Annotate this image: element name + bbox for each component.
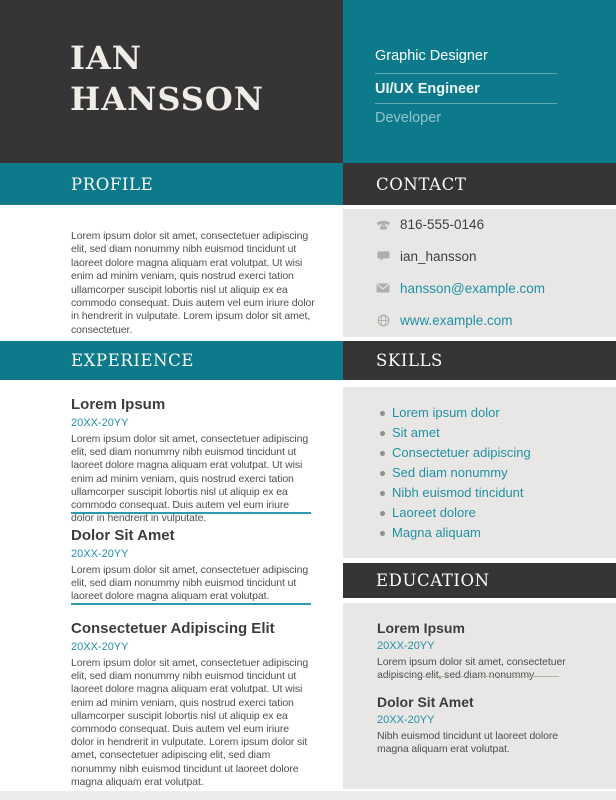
experience-entry-dates: 20XX-20YY	[71, 548, 129, 560]
candidate-name	[70, 38, 264, 120]
contact-item-website[interactable]	[375, 310, 513, 330]
job-titles-block	[343, 0, 616, 163]
skill-item: Laoreet dolore	[343, 503, 616, 523]
globe-icon	[375, 314, 391, 327]
experience-entry-dates: 20XX-20YY	[71, 417, 129, 429]
contact-heading: CONTACT	[376, 174, 467, 194]
job-title: Developer	[375, 110, 442, 126]
education-entry-title: Lorem Ipsum	[377, 620, 465, 636]
experience-entry-title: Dolor Sit Amet	[71, 527, 175, 544]
education-entry-title: Dolor Sit Amet	[377, 694, 474, 710]
skills-list	[343, 403, 616, 543]
phone-number: 816-555-0146	[400, 216, 485, 232]
title-divider	[375, 103, 557, 104]
experience-entry-dates: 20XX-20YY	[71, 641, 129, 653]
username: ian_hansson	[400, 248, 477, 264]
contact-item-username	[375, 246, 477, 266]
education-entry	[377, 694, 569, 756]
skill-item: Sit amet	[343, 423, 616, 443]
skills-heading: SKILLS	[376, 351, 443, 370]
experience-entry-body: Lorem ipsum dolor sit amet, consectetuer adipiscing elit, sed diam nonummy nibh euismod tincidunt ut laoreet dolore magna aliquam erat volutpat. Ut wisi enim ad minim veniam, quis nostrud exerci tation ullamcorper suscipit lobortis nisl ut aliquip ex ea commodo consequat. Duis autem vel eum iriure dolor in hendrerit in vulputate.	[71, 433, 309, 525]
chat-icon	[375, 250, 391, 262]
title-divider	[375, 73, 557, 74]
contact-section-banner	[343, 163, 616, 205]
last-name: HANSSON	[70, 80, 264, 118]
skill-item: Nibh euismod tincidunt	[343, 483, 616, 503]
email-link[interactable]: hansson@example.com	[400, 280, 546, 296]
skill-item: Consectetuer adipiscing	[343, 443, 616, 463]
experience-divider	[71, 603, 311, 605]
mail-icon	[375, 283, 391, 293]
contact-block	[343, 209, 616, 337]
job-title: UI/UX Engineer	[375, 81, 480, 97]
first-name: IAN	[70, 39, 143, 77]
profile-heading: PROFILE	[71, 174, 154, 194]
education-block	[343, 603, 616, 789]
experience-heading: EXPERIENCE	[71, 351, 195, 370]
experience-entry-body: Lorem ipsum dolor sit amet, consectetuer adipiscing elit, sed diam nonummy nibh euismod tincidunt ut laoreet dolore magna aliquam erat volutpat. Ut wisi enim ad minim veniam, quis nostrud exerci tation ullamcorper suscipit lobortis nisl ut aliquip ex ea commodo consequat. Duis autem vel eum iriure dolor in hendrerit in vulputate. Lorem ipsum dolor sit amet, consectetuer adipiscing elit, sed diam nonummy nibh euismod tincidunt ut laoreet dolore magna aliquam erat volutpat.	[71, 657, 309, 788]
experience-entry-body: Lorem ipsum dolor sit amet, consectetuer adipiscing elit, sed diam nonummy nibh euismod tincidunt ut laoreet dolore magna aliquam erat volutpat.	[71, 564, 309, 603]
contact-item-phone	[375, 214, 484, 234]
website-link[interactable]: www.example.com	[400, 312, 513, 328]
experience-entry	[71, 620, 313, 789]
education-section-banner	[343, 563, 616, 598]
education-divider	[377, 676, 559, 677]
skill-item: Lorem ipsum dolor	[343, 403, 616, 423]
education-entry-dates: 20XX-20YY	[377, 714, 435, 726]
education-entry-body: Nibh euismod tincidunt ut laoreet dolore magna aliquam erat volutpat.	[377, 730, 559, 755]
education-entry	[377, 620, 569, 682]
page-bottom-strip	[0, 791, 616, 800]
skill-item: Sed diam nonummy	[343, 463, 616, 483]
skill-item: Magna aliquam	[343, 523, 616, 543]
skills-section-banner	[343, 341, 616, 380]
contact-item-email[interactable]	[375, 278, 545, 298]
education-heading: EDUCATION	[376, 571, 490, 590]
profile-section-banner	[0, 163, 343, 205]
experience-entry-title: Lorem Ipsum	[71, 396, 166, 413]
education-entry-body: Lorem ipsum dolor sit amet, consectetuer adipiscing elit, sed diam nonummy	[377, 656, 566, 681]
skills-block	[343, 387, 616, 558]
experience-entry	[71, 396, 313, 525]
phone-icon	[375, 218, 391, 231]
name-header	[0, 0, 343, 163]
education-entry-dates: 20XX-20YY	[377, 640, 435, 652]
experience-entry	[71, 527, 313, 604]
experience-divider	[71, 512, 311, 514]
experience-entry-title: Consectetuer Adipiscing Elit	[71, 620, 275, 637]
experience-section-banner	[0, 341, 343, 380]
job-title: Graphic Designer	[375, 48, 488, 64]
profile-summary-text: Lorem ipsum dolor sit amet, consectetuer adipiscing elit, sed diam nonummy nibh euismod tincidunt ut laoreet dolore magna aliquam erat volutpat. Ut wisi enim ad minim veniam, quis nostrud exerci tation ullamcorper suscipit lobortis nisl ut aliquip ex ea commodo consequat. Duis autem vel eum iriure dolor in hendrerit in vulputate. Lorem ipsum dolor sit amet, consectetuer.	[71, 230, 315, 336]
